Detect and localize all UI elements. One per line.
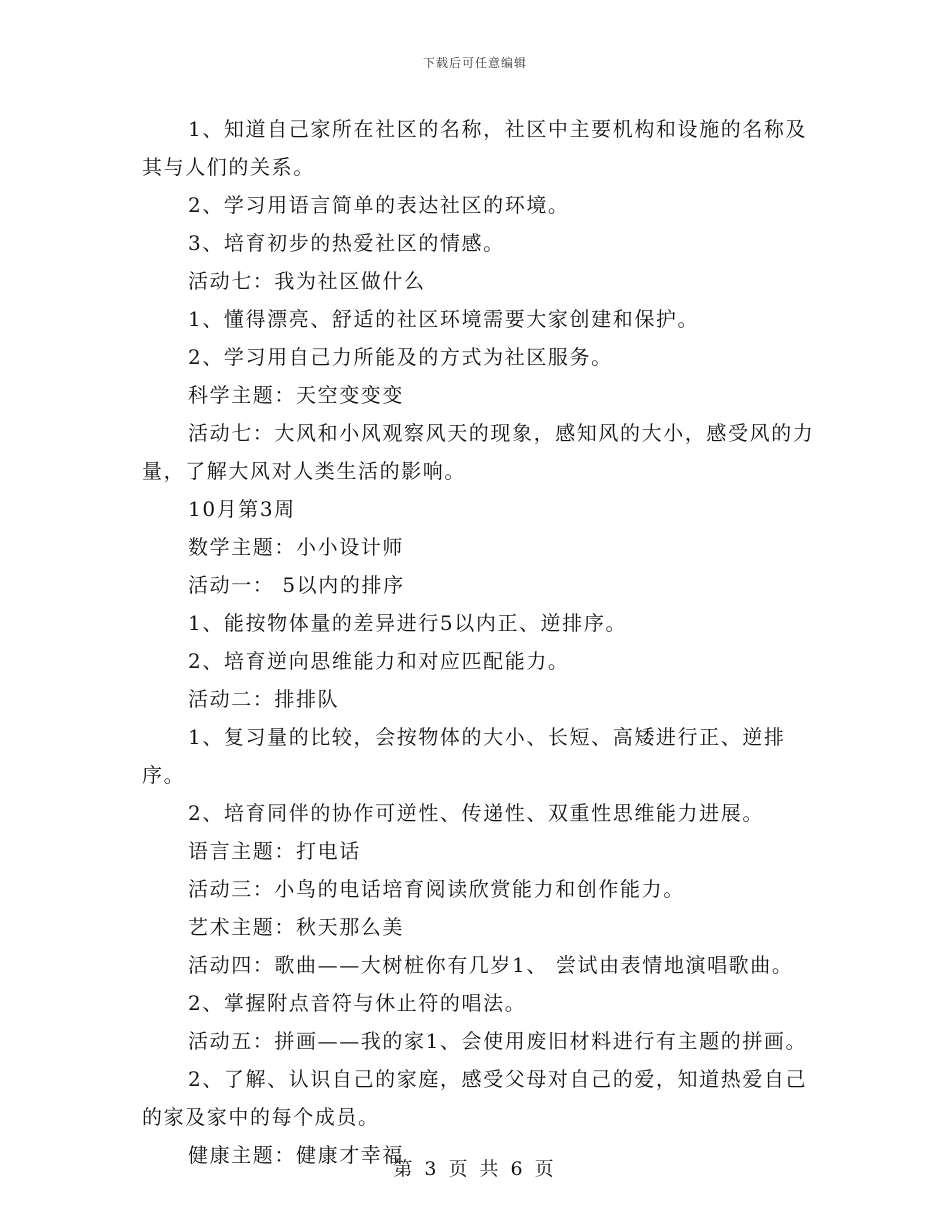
section-heading: 健康主题：健康才幸福: [188, 1143, 404, 1167]
document-body: [142, 110, 822, 1174]
paragraph: 2、学习用自己力所能及的方式为社区服务。: [188, 345, 613, 369]
paragraph: 活动七：大风和小风观察风天的现象，感知风的大小，感受风的力量，了解大风对人类生活的影响。: [142, 421, 815, 483]
section-heading: 活动一： 5以内的排序: [188, 573, 405, 597]
paragraph: 1、懂得漂亮、舒适的社区环境需要大家创建和保护。: [188, 307, 700, 331]
week-heading: 10月第3周: [188, 497, 296, 521]
page-number-footer: 第 3 页 共 6 页: [393, 1158, 557, 1180]
section-heading: 语言主题：打电话: [188, 839, 361, 863]
paragraph: 活动四：歌曲——大树桩你有几岁1、 尝试由表情地演唱歌曲。: [188, 953, 794, 977]
page-header-note: 下载后可任意编辑: [422, 56, 527, 70]
paragraph: 2、学习用语言简单的表达社区的环境。: [188, 193, 570, 217]
paragraph: 3、培育初步的热爱社区的情感。: [188, 231, 505, 255]
section-heading: 艺术主题：秋天那么美: [188, 915, 404, 939]
paragraph: 1、复习量的比较，会按物体的大小、长短、高矮进行正、逆排序。: [142, 725, 786, 787]
paragraph: 活动五：拼画——我的家1、会使用废旧材料进行有主题的拼画。: [188, 1029, 808, 1053]
paragraph: 2、培育同伴的协作可逆性、传递性、双重性思维能力进展。: [188, 801, 764, 825]
section-heading: 活动二：排排队: [188, 687, 340, 711]
paragraph: 2、了解、认识自己的家庭，感受父母对自己的爱，知道热爱自己的家及家中的每个成员。: [142, 1067, 808, 1129]
paragraph: 活动三：小鸟的电话培育阅读欣赏能力和创作能力。: [188, 877, 685, 901]
section-heading: 活动七：我为社区做什么: [188, 269, 426, 293]
section-heading: 科学主题：天空变变变: [188, 383, 404, 407]
paragraph: 1、能按物体量的差异进行5以内正、逆排序。: [188, 611, 628, 635]
section-heading: 数学主题：小小设计师: [188, 535, 404, 559]
paragraph: 2、培育逆向思维能力和对应匹配能力。: [188, 649, 570, 673]
paragraph: 1、知道自己家所在社区的名称，社区中主要机构和设施的名称及其与人们的关系。: [142, 117, 808, 179]
paragraph: 2、掌握附点音符与休止符的唱法。: [188, 991, 527, 1015]
